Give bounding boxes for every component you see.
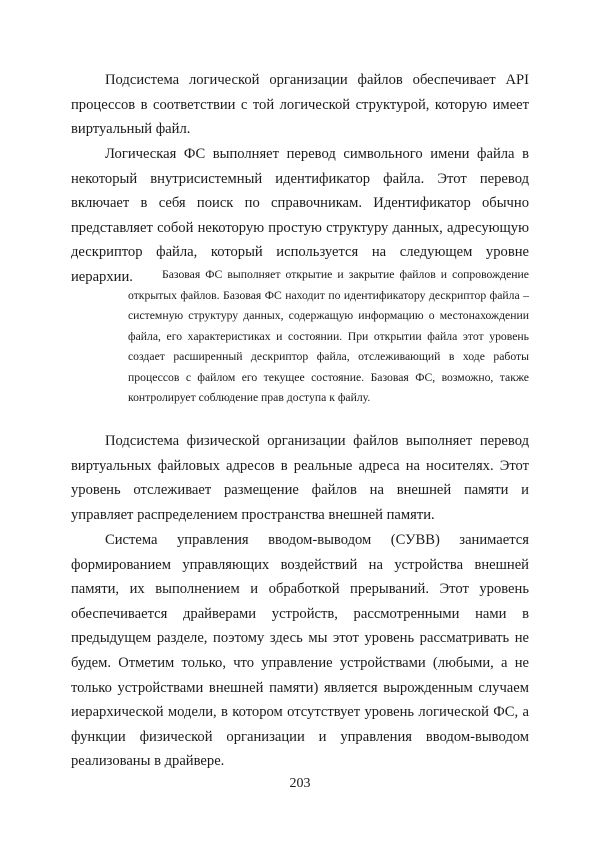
paragraph-physical-organization: Подсистема физической организации файлов выполняет перевод виртуальных файловых адресов в реальные адреса на носителях. Этот уровень отслеживает размещение файлов на внешней памяти и управляет распределением пространства внешней памяти.	[71, 433, 529, 523]
page-number: 203	[289, 776, 311, 791]
paragraph-basic-fs: Базовая ФС выполняет открытие и закрытие файлов и сопровождение открытых файлов. Базовая ФС находит по идентификатору дескриптор файла – системную структуру данных, содержащую информацию о местонахождении файла, его характеристиках и состоянии. При открытии файла этот уровень создает расширенный дескриптор файла, отслеживающий в ходе работы процессов с файлом его текущее состояние. Базовая ФС, возможно, также контролирует соблюдение прав доступа к файлу.	[128, 268, 529, 404]
paragraph-io-control-system: Система управления вводом-выводом (СУВВ) занимается формированием управляющих воздействий на устройства внешней памяти, их выполнением и обработкой прерываний. Этот уровень обеспечивается драйверами устройств, рассмотренными нами в предыдущем разделе, поэтому здесь мы этот уровень рассматривать не будем. Отметим только, что управление устройствами (любыми, а не только устройствами внешней памяти) является вырожденным случаем иерархической модели, в котором отсутствует уровень логической ФС, а функции физической организации и управления вводом-выводом реализованы в драйвере.	[71, 532, 529, 770]
paragraph-logical-fs: Логическая ФС выполняет перевод символьного имени файла в некоторый внутрисистемный идентификатор файла. Этот перевод включает в себя поиск по справочникам. Идентификатор обычно представляет собой некоторую простую структуру данных, адресующую дескриптор файла, который используется на следующем уровне иерархии.	[71, 146, 529, 285]
paragraph-logical-organization: Подсистема логической организации файлов обеспечивает API процессов в соответствии с той логической структурой, которую имеет виртуальный файл.	[71, 72, 529, 138]
